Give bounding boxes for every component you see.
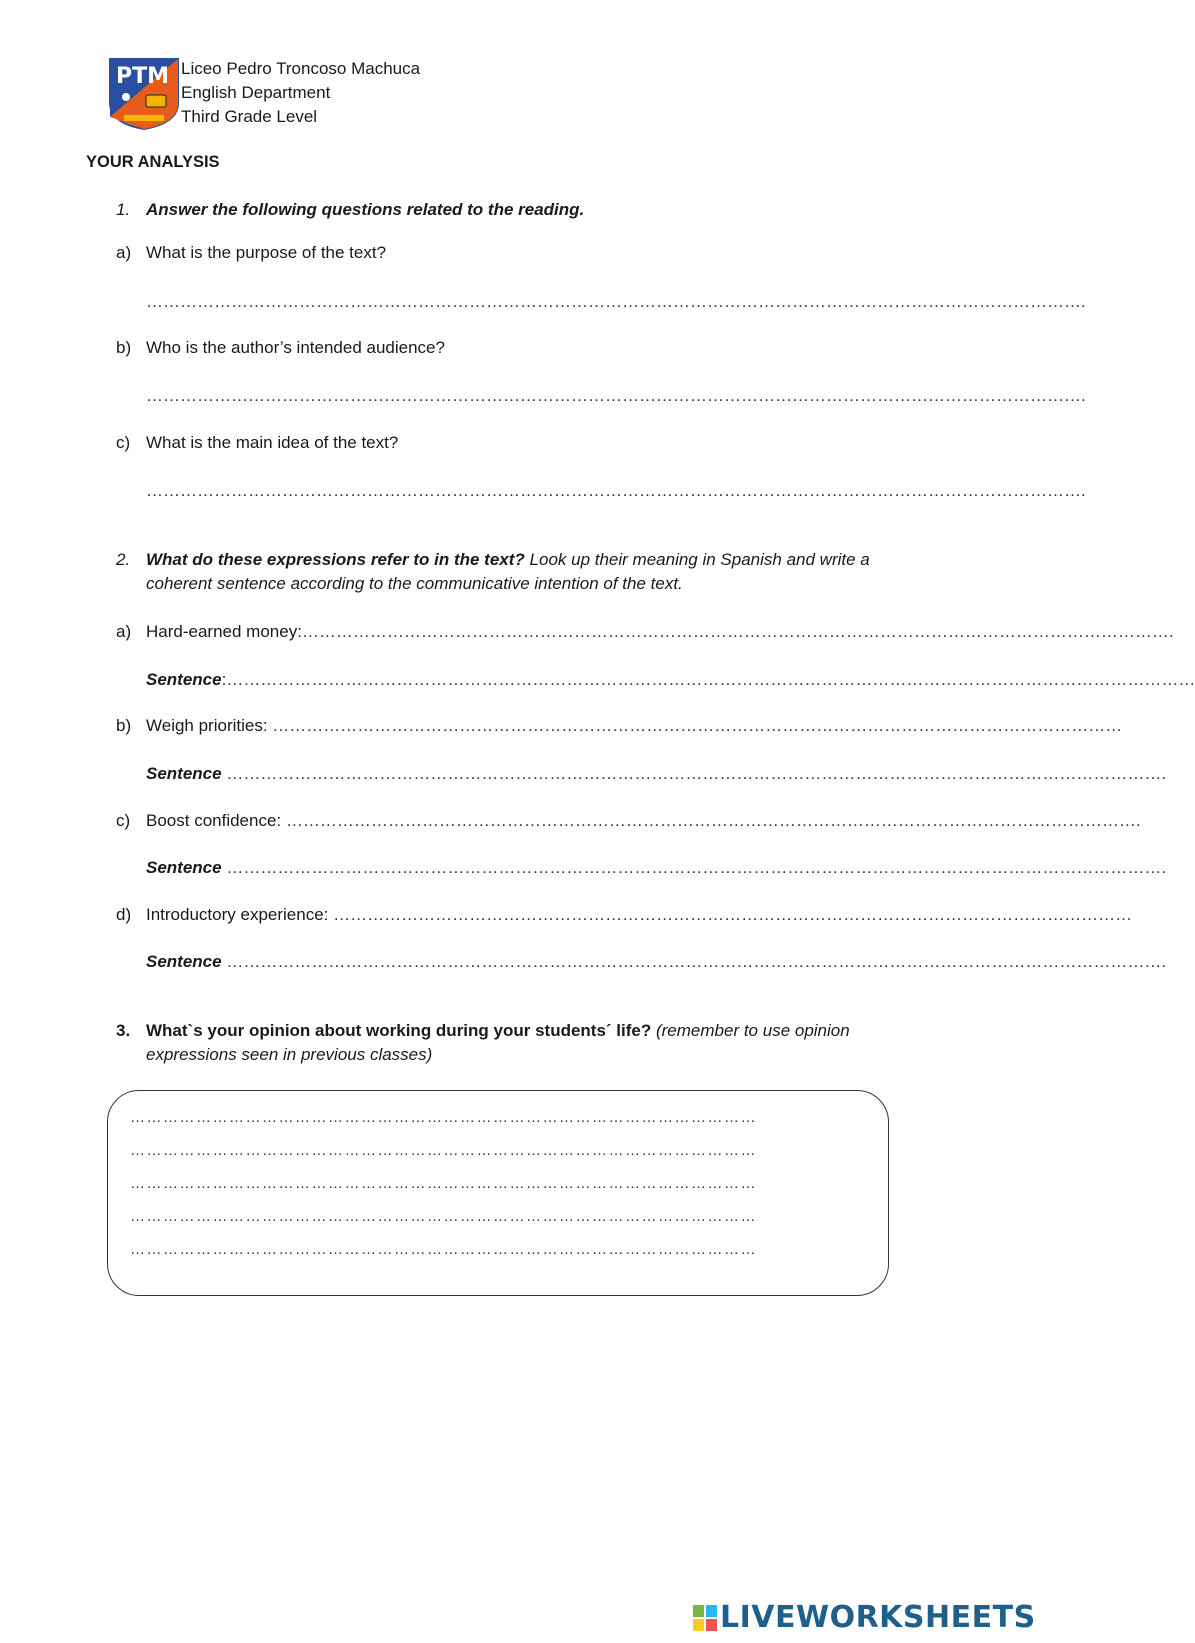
q2-a-sentence-line[interactable]: ……………………………………………………………………………………………………………………………………………………… xyxy=(226,670,1195,689)
q3-title-line2: expressions seen in previous classes) xyxy=(146,1045,433,1064)
liveworksheets-brand xyxy=(693,1600,1036,1635)
q1-title: Answer the following questions related to the reading. xyxy=(146,200,585,219)
q2-a-expression: Hard-earned money: xyxy=(146,622,302,641)
header-school: Liceo Pedro Troncoso Machuca xyxy=(181,59,421,78)
q2-number: 2. xyxy=(116,550,131,569)
liveworksheets-logo-icon xyxy=(693,1605,717,1631)
q2-d-answer-line[interactable]: …………………………………………………………………………………………………………………………… xyxy=(328,905,1133,924)
q2-b-sentence-line[interactable]: …………………………………………………………………………………………………………………………………………………. xyxy=(221,764,1167,783)
q2-c-letter: c) xyxy=(116,811,131,830)
q2-b-expression: Weigh priorities: xyxy=(146,716,268,735)
q2-d-expression: Introductory experience: xyxy=(146,905,329,924)
q2-title-rest: Look up their meaning in Spanish and write a xyxy=(524,550,870,569)
q3-title xyxy=(146,1021,850,1041)
q1-b-question: Who is the author’s intended audience? xyxy=(146,338,445,357)
opinion-line-1[interactable]: …………………………………………………………………………………………………… xyxy=(130,1109,757,1126)
q2-d-sentence-label: Sentence xyxy=(146,952,222,971)
opinion-line-2[interactable]: …………………………………………………………………………………………………… xyxy=(130,1142,757,1159)
q2-c-row xyxy=(146,811,1141,831)
q1-a-question: What is the purpose of the text? xyxy=(146,243,387,262)
q2-c-sentence-row xyxy=(146,858,1167,878)
q3-number: 3. xyxy=(116,1021,131,1040)
q1-c-letter: c) xyxy=(116,433,131,452)
q2-d-letter: d) xyxy=(116,905,132,924)
opinion-line-4[interactable]: …………………………………………………………………………………………………… xyxy=(130,1208,757,1225)
q1-a-letter: a) xyxy=(116,243,132,262)
section-title: YOUR ANALYSIS xyxy=(86,153,220,171)
q1-c-answer-line[interactable]: …………………………………………………………………………………………………………………………………………………. xyxy=(146,481,1086,500)
q1-b-letter: b) xyxy=(116,338,132,357)
q3-title-bold: What`s your opinion about working during your students´ life? xyxy=(146,1021,652,1040)
q2-a-sentence-row: Sentence : ……………………………………………………………………………………………………………………………………………………… xyxy=(146,670,1195,689)
q2-b-sentence-row xyxy=(146,764,1167,784)
opinion-answer-box[interactable] xyxy=(107,1090,889,1296)
q1-number: 1. xyxy=(116,200,131,219)
q2-title-bold: What do these expressions refer to in the text? xyxy=(146,550,525,569)
q3-title-rest: (remember to use opinion xyxy=(651,1021,850,1040)
school-logo xyxy=(108,57,180,131)
q1-b-answer-line[interactable]: …………………………………………………………………………………………………………………………………………………. xyxy=(146,386,1086,405)
q2-b-sentence-label: Sentence xyxy=(146,764,222,783)
q2-b-row xyxy=(146,716,1123,736)
opinion-line-5[interactable]: …………………………………………………………………………………………………… xyxy=(130,1241,757,1258)
q2-a-sentence-label: Sentence xyxy=(146,670,222,689)
q2-title xyxy=(146,550,870,570)
q2-b-answer-line[interactable]: …………………………………………………………………………………………………………………………………… xyxy=(267,716,1123,735)
q2-d-sentence-row xyxy=(146,952,1167,972)
q2-c-expression: Boost confidence: xyxy=(146,811,282,830)
q1-a-answer-line[interactable]: …………………………………………………………………………………………………………………………………………………. xyxy=(146,292,1086,311)
q1-c-question: What is the main idea of the text? xyxy=(146,433,399,452)
q2-d-sentence-line[interactable]: …………………………………………………………………………………………………………………………………………………. xyxy=(221,952,1167,971)
header-department: English Department xyxy=(181,83,331,102)
q2-c-answer-line[interactable]: ……………………………………………………………………………………………………………………………………. xyxy=(281,811,1141,830)
q2-a-letter: a) xyxy=(116,622,132,641)
q2-a-answer-line[interactable]: ………………………………………………………………………………………………………………………………………. xyxy=(301,622,1174,641)
q2-d-row xyxy=(146,905,1133,925)
q2-title-line2: coherent sentence according to the communicative intention of the text. xyxy=(146,574,683,593)
q2-b-letter: b) xyxy=(116,716,132,735)
liveworksheets-text: LIVEWORKSHEETS xyxy=(720,1600,1036,1635)
opinion-line-3[interactable]: …………………………………………………………………………………………………… xyxy=(130,1175,757,1192)
q2-c-sentence-line[interactable]: …………………………………………………………………………………………………………………………………………………. xyxy=(221,858,1167,877)
logo-text: PTM xyxy=(116,64,170,89)
q2-c-sentence-label: Sentence xyxy=(146,858,222,877)
q2-a-row xyxy=(146,622,1174,642)
header-level: Third Grade Level xyxy=(181,107,318,126)
